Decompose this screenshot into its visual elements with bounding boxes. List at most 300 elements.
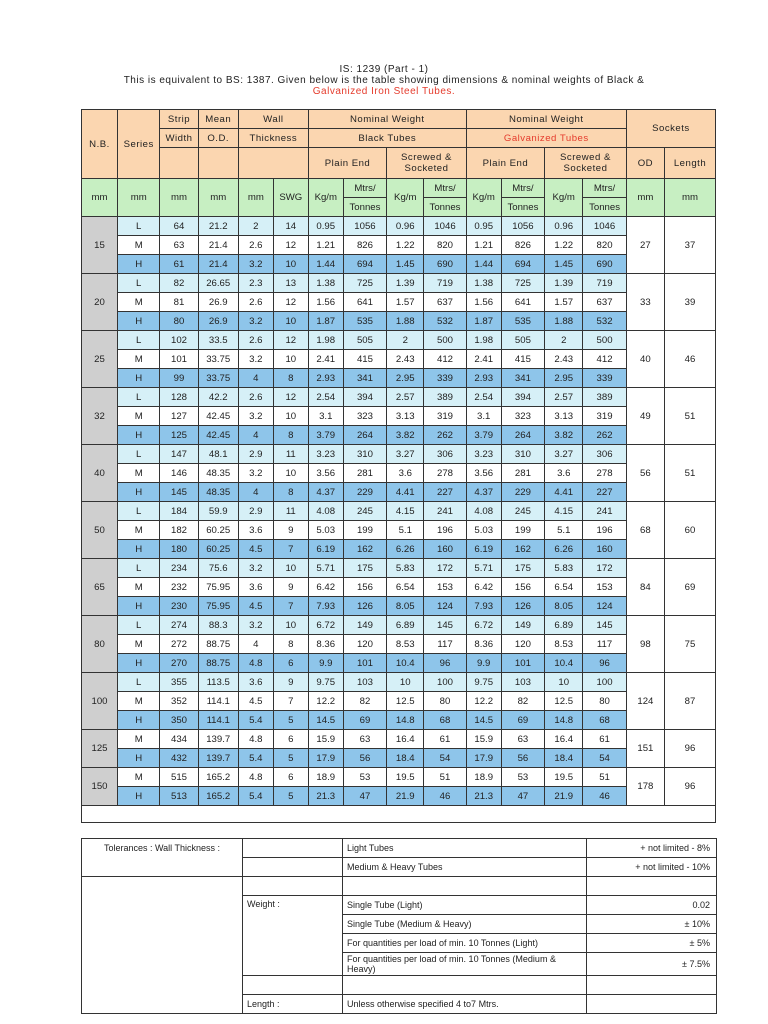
data-cell: 145 — [424, 616, 466, 635]
series-cell: M — [118, 407, 160, 426]
series-cell: H — [118, 426, 160, 445]
data-cell: 11 — [273, 445, 308, 464]
data-cell: 2 — [545, 331, 583, 350]
data-cell: 1.21 — [466, 236, 501, 255]
data-cell: 80 — [424, 692, 466, 711]
series-cell: L — [118, 616, 160, 635]
data-cell: 0.96 — [545, 217, 583, 236]
data-cell: 1.57 — [387, 293, 424, 312]
data-cell: 394 — [343, 388, 386, 407]
data-cell: 21.4 — [198, 255, 238, 274]
unit-cell: Mtrs/ — [424, 179, 466, 198]
data-cell: 319 — [583, 407, 627, 426]
data-cell: 16.4 — [545, 730, 583, 749]
galv-screwed-socketed-header — [545, 148, 627, 179]
light-tubes-value: + not limited - 8% — [587, 839, 717, 858]
data-cell: 101 — [343, 654, 386, 673]
data-cell: 6 — [273, 730, 308, 749]
table-row — [82, 578, 716, 597]
data-cell: 10 — [273, 312, 308, 331]
data-cell: 21.9 — [545, 787, 583, 806]
data-cell: 319 — [424, 407, 466, 426]
data-cell: 4.41 — [545, 483, 583, 502]
data-cell: 274 — [160, 616, 198, 635]
data-cell: 3.79 — [466, 426, 501, 445]
series-cell: H — [118, 369, 160, 388]
data-cell: 1.57 — [545, 293, 583, 312]
data-cell: 4.37 — [466, 483, 501, 502]
data-cell: 117 — [424, 635, 466, 654]
unit-cell: Mtrs/ — [501, 179, 544, 198]
data-cell: 6.26 — [545, 540, 583, 559]
series-cell: M — [118, 521, 160, 540]
blank-cell — [587, 995, 717, 1014]
data-cell: 147 — [160, 445, 198, 464]
data-cell: 3.6 — [238, 578, 273, 597]
data-cell: 6 — [273, 768, 308, 787]
empty-header-cell — [198, 148, 238, 179]
data-cell: 4.41 — [387, 483, 424, 502]
series-cell: M — [118, 236, 160, 255]
weight-single-light-value: 0.02 — [587, 896, 717, 915]
data-cell: 75.95 — [198, 578, 238, 597]
data-cell: 3.6 — [238, 673, 273, 692]
data-cell: 175 — [343, 559, 386, 578]
table-row — [82, 654, 716, 673]
data-cell: 10 — [273, 559, 308, 578]
data-cell: 18.4 — [387, 749, 424, 768]
data-cell: 75.6 — [198, 559, 238, 578]
data-cell: 719 — [583, 274, 627, 293]
data-cell: 4 — [238, 483, 273, 502]
data-cell: 1.22 — [387, 236, 424, 255]
data-cell: 100 — [424, 673, 466, 692]
data-cell: 96 — [583, 654, 627, 673]
unit-cell: mm — [118, 179, 160, 217]
data-cell: 102 — [160, 331, 198, 350]
data-cell: 10.4 — [545, 654, 583, 673]
nb-cell: 50 — [82, 502, 118, 559]
blank-cell — [243, 976, 343, 995]
strip-width-header: Width — [160, 129, 198, 148]
data-cell: 48.1 — [198, 445, 238, 464]
data-cell: 145 — [583, 616, 627, 635]
data-cell: 641 — [343, 293, 386, 312]
blank-cell — [82, 915, 243, 934]
data-cell: 96 — [424, 654, 466, 673]
table-row — [82, 236, 716, 255]
data-cell: 2.93 — [466, 369, 501, 388]
data-cell: 4.15 — [545, 502, 583, 521]
data-cell: 153 — [583, 578, 627, 597]
blank-cell — [587, 877, 717, 896]
data-cell: 278 — [583, 464, 627, 483]
data-cell: 725 — [501, 274, 544, 293]
data-cell: 500 — [583, 331, 627, 350]
blank-cell — [587, 976, 717, 995]
data-cell: 2.3 — [238, 274, 273, 293]
data-cell: 2.54 — [466, 388, 501, 407]
data-cell: 3.23 — [466, 445, 501, 464]
data-cell: 21.2 — [198, 217, 238, 236]
wall-thickness-header: Thickness — [238, 129, 308, 148]
screwed-label: Screwed & — [560, 152, 611, 163]
weight-single-mh-value: ± 10% — [587, 915, 717, 934]
data-cell: 272 — [160, 635, 198, 654]
data-cell: 641 — [501, 293, 544, 312]
data-cell: 47 — [343, 787, 386, 806]
data-cell: 63 — [343, 730, 386, 749]
data-cell: 60.25 — [198, 521, 238, 540]
tube-dimensions-table — [81, 109, 716, 823]
unit-cell: Kg/m — [466, 179, 501, 217]
unit-cell: Tonnes — [424, 198, 466, 217]
data-cell: 120 — [343, 635, 386, 654]
data-cell: 6.72 — [466, 616, 501, 635]
series-cell: H — [118, 312, 160, 331]
data-cell: 113.5 — [198, 673, 238, 692]
data-cell: 9 — [273, 521, 308, 540]
data-cell: 3.6 — [545, 464, 583, 483]
table-row — [82, 502, 716, 521]
blank-cell — [243, 839, 343, 858]
data-cell: 53 — [501, 768, 544, 787]
data-cell: 69 — [343, 711, 386, 730]
table-row — [82, 255, 716, 274]
data-cell: 12 — [273, 236, 308, 255]
data-cell: 6.19 — [466, 540, 501, 559]
data-cell: 4.8 — [238, 730, 273, 749]
blank-cell — [243, 877, 343, 896]
series-cell: M — [118, 578, 160, 597]
data-cell: 3.79 — [308, 426, 343, 445]
data-cell: 389 — [583, 388, 627, 407]
data-cell: 88.75 — [198, 654, 238, 673]
header-description: This is equivalent to BS: 1387. Given below is the table showing dimensions & nominal weights of Black & — [123, 75, 645, 86]
data-cell: 8.05 — [545, 597, 583, 616]
nb-cell: 80 — [82, 616, 118, 673]
data-cell: 7.93 — [308, 597, 343, 616]
weight-load-light-value: ± 5% — [587, 934, 717, 953]
series-cell: L — [118, 673, 160, 692]
data-cell: 26.65 — [198, 274, 238, 293]
data-cell: 532 — [424, 312, 466, 331]
data-cell: 719 — [424, 274, 466, 293]
data-cell: 323 — [343, 407, 386, 426]
weight-single-light-label: Single Tube (Light) — [343, 896, 587, 915]
data-cell: 412 — [424, 350, 466, 369]
data-cell: 3.13 — [545, 407, 583, 426]
data-cell: 4.5 — [238, 597, 273, 616]
data-cell: 10 — [273, 255, 308, 274]
data-cell: 82 — [160, 274, 198, 293]
data-cell: 826 — [343, 236, 386, 255]
table-row — [82, 426, 716, 445]
data-cell: 2.41 — [466, 350, 501, 369]
data-cell: 80 — [160, 312, 198, 331]
data-cell: 7.93 — [466, 597, 501, 616]
unit-cell: mm — [198, 179, 238, 217]
data-cell: 14.8 — [387, 711, 424, 730]
data-cell: 6.72 — [308, 616, 343, 635]
blank-cell — [82, 953, 243, 976]
blank-cell — [343, 877, 587, 896]
data-cell: 117 — [583, 635, 627, 654]
table-row — [82, 407, 716, 426]
series-cell: H — [118, 597, 160, 616]
data-cell: 6.54 — [545, 578, 583, 597]
data-cell: 128 — [160, 388, 198, 407]
data-cell: 389 — [424, 388, 466, 407]
data-cell: 10 — [273, 407, 308, 426]
socket-od-cell: 49 — [626, 388, 664, 445]
data-cell: 3.2 — [238, 616, 273, 635]
data-cell: 6.89 — [387, 616, 424, 635]
data-cell: 535 — [501, 312, 544, 331]
data-cell: 1056 — [343, 217, 386, 236]
nb-cell: 100 — [82, 673, 118, 730]
data-cell: 160 — [424, 540, 466, 559]
data-cell: 139.7 — [198, 749, 238, 768]
data-cell: 82 — [501, 692, 544, 711]
data-cell: 46 — [583, 787, 627, 806]
series-cell: M — [118, 350, 160, 369]
data-cell: 46 — [424, 787, 466, 806]
series-cell: M — [118, 635, 160, 654]
series-cell: H — [118, 483, 160, 502]
data-cell: 505 — [343, 331, 386, 350]
data-cell: 2.93 — [308, 369, 343, 388]
data-cell: 103 — [343, 673, 386, 692]
data-cell: 165.2 — [198, 768, 238, 787]
data-cell: 42.2 — [198, 388, 238, 407]
data-cell: 10 — [273, 350, 308, 369]
data-cell: 172 — [424, 559, 466, 578]
data-cell: 8.05 — [387, 597, 424, 616]
data-cell: 264 — [343, 426, 386, 445]
data-cell: 21.4 — [198, 236, 238, 255]
data-cell: 3.1 — [466, 407, 501, 426]
data-cell: 6.26 — [387, 540, 424, 559]
data-cell: 3.56 — [308, 464, 343, 483]
data-cell: 61 — [424, 730, 466, 749]
tolerances-title: Tolerances : Wall Thickness : — [82, 839, 243, 877]
data-cell: 826 — [501, 236, 544, 255]
data-cell: 262 — [583, 426, 627, 445]
data-cell: 99 — [160, 369, 198, 388]
data-cell: 26.9 — [198, 312, 238, 331]
data-cell: 2.9 — [238, 445, 273, 464]
data-cell: 432 — [160, 749, 198, 768]
data-cell: 3.2 — [238, 350, 273, 369]
series-cell: L — [118, 502, 160, 521]
data-cell: 4.37 — [308, 483, 343, 502]
data-cell: 3.27 — [387, 445, 424, 464]
length-label: Length : — [243, 995, 343, 1014]
blank-cell — [343, 976, 587, 995]
socket-length-cell: 75 — [664, 616, 715, 673]
data-cell: 5.1 — [387, 521, 424, 540]
unit-cell: Mtrs/ — [343, 179, 386, 198]
series-cell: M — [118, 464, 160, 483]
unit-cell: Kg/m — [308, 179, 343, 217]
data-cell: 415 — [501, 350, 544, 369]
data-cell: 10 — [273, 616, 308, 635]
data-cell: 14 — [273, 217, 308, 236]
mean-od-header: O.D. — [198, 129, 238, 148]
data-cell: 245 — [501, 502, 544, 521]
nb-cell: 65 — [82, 559, 118, 616]
data-cell: 1.21 — [308, 236, 343, 255]
data-cell: 11 — [273, 502, 308, 521]
data-cell: 51 — [583, 768, 627, 787]
empty-header-cell — [238, 148, 308, 179]
medium-heavy-value: + not limited - 10% — [587, 858, 717, 877]
data-cell: 6.42 — [308, 578, 343, 597]
data-cell: 2.6 — [238, 331, 273, 350]
data-cell: 227 — [583, 483, 627, 502]
data-cell: 172 — [583, 559, 627, 578]
data-cell: 149 — [501, 616, 544, 635]
data-cell: 227 — [424, 483, 466, 502]
data-cell: 5.03 — [308, 521, 343, 540]
data-cell: 81 — [160, 293, 198, 312]
tolerances-table — [81, 838, 717, 1014]
data-cell: 3.56 — [466, 464, 501, 483]
light-tubes-label: Light Tubes — [343, 839, 587, 858]
data-cell: 101 — [160, 350, 198, 369]
strip-header: Strip — [160, 110, 198, 129]
data-cell: 69 — [501, 711, 544, 730]
data-cell: 1056 — [501, 217, 544, 236]
data-cell: 4 — [238, 369, 273, 388]
data-cell: 146 — [160, 464, 198, 483]
data-cell: 8.53 — [545, 635, 583, 654]
data-cell: 199 — [343, 521, 386, 540]
data-cell: 6.42 — [466, 578, 501, 597]
data-cell: 5.71 — [308, 559, 343, 578]
data-cell: 412 — [583, 350, 627, 369]
data-cell: 54 — [424, 749, 466, 768]
data-cell: 8 — [273, 369, 308, 388]
series-cell: M — [118, 692, 160, 711]
data-cell: 2.41 — [308, 350, 343, 369]
data-cell: 1.88 — [545, 312, 583, 331]
screwed-label: Screwed & — [401, 152, 452, 163]
data-cell: 15.9 — [466, 730, 501, 749]
weight-label: Weight : — [243, 896, 343, 976]
data-cell: 690 — [424, 255, 466, 274]
socket-od-cell: 84 — [626, 559, 664, 616]
nb-cell: 125 — [82, 730, 118, 768]
series-cell: H — [118, 540, 160, 559]
data-cell: 2.57 — [387, 388, 424, 407]
nb-cell: 40 — [82, 445, 118, 502]
socket-od-header: OD — [626, 148, 664, 179]
data-cell: 1.45 — [387, 255, 424, 274]
data-cell: 820 — [583, 236, 627, 255]
socket-od-cell: 151 — [626, 730, 664, 768]
data-cell: 3.1 — [308, 407, 343, 426]
empty-header-cell — [160, 148, 198, 179]
data-cell: 165.2 — [198, 787, 238, 806]
unit-cell: mm — [238, 179, 273, 217]
socketed-label: Socketed — [563, 163, 608, 174]
data-cell: 1.38 — [466, 274, 501, 293]
table-row — [82, 369, 716, 388]
data-cell: 1.45 — [545, 255, 583, 274]
data-cell: 5.03 — [466, 521, 501, 540]
data-cell: 2.54 — [308, 388, 343, 407]
data-cell: 310 — [343, 445, 386, 464]
socket-od-cell: 40 — [626, 331, 664, 388]
data-cell: 124 — [583, 597, 627, 616]
table-row — [82, 692, 716, 711]
series-cell: H — [118, 711, 160, 730]
data-cell: 42.45 — [198, 426, 238, 445]
data-cell: 690 — [583, 255, 627, 274]
data-cell: 53 — [343, 768, 386, 787]
data-cell: 4.5 — [238, 692, 273, 711]
data-cell: 15.9 — [308, 730, 343, 749]
data-cell: 21.3 — [466, 787, 501, 806]
data-cell: 182 — [160, 521, 198, 540]
socket-length-cell: 51 — [664, 445, 715, 502]
data-cell: 10 — [545, 673, 583, 692]
data-cell: 156 — [343, 578, 386, 597]
data-cell: 2.6 — [238, 236, 273, 255]
data-cell: 0.95 — [466, 217, 501, 236]
data-cell: 5.1 — [545, 521, 583, 540]
socket-od-cell: 178 — [626, 768, 664, 806]
nb-cell: 15 — [82, 217, 118, 274]
data-cell: 6.54 — [387, 578, 424, 597]
blank-cell — [82, 934, 243, 953]
series-cell: H — [118, 255, 160, 274]
sockets-header: Sockets — [626, 110, 715, 148]
data-cell: 341 — [501, 369, 544, 388]
data-cell: 3.13 — [387, 407, 424, 426]
data-cell: 5.83 — [387, 559, 424, 578]
data-cell: 241 — [583, 502, 627, 521]
data-cell: 1.88 — [387, 312, 424, 331]
nb-header: N.B. — [82, 110, 118, 179]
data-cell: 18.9 — [308, 768, 343, 787]
data-cell: 80 — [583, 692, 627, 711]
data-cell: 126 — [343, 597, 386, 616]
data-cell: 7 — [273, 597, 308, 616]
data-cell: 149 — [343, 616, 386, 635]
nb-cell: 32 — [82, 388, 118, 445]
data-cell: 3.2 — [238, 464, 273, 483]
data-cell: 184 — [160, 502, 198, 521]
data-cell: 19.5 — [387, 768, 424, 787]
data-cell: 17.9 — [466, 749, 501, 768]
data-cell: 59.9 — [198, 502, 238, 521]
series-cell: M — [118, 768, 160, 787]
data-cell: 341 — [343, 369, 386, 388]
data-cell: 56 — [501, 749, 544, 768]
table-row — [82, 217, 716, 236]
data-cell: 139.7 — [198, 730, 238, 749]
data-cell: 394 — [501, 388, 544, 407]
data-cell: 2.57 — [545, 388, 583, 407]
data-cell: 51 — [424, 768, 466, 787]
data-cell: 88.3 — [198, 616, 238, 635]
data-cell: 3.23 — [308, 445, 343, 464]
data-cell: 3.27 — [545, 445, 583, 464]
data-cell: 47 — [501, 787, 544, 806]
